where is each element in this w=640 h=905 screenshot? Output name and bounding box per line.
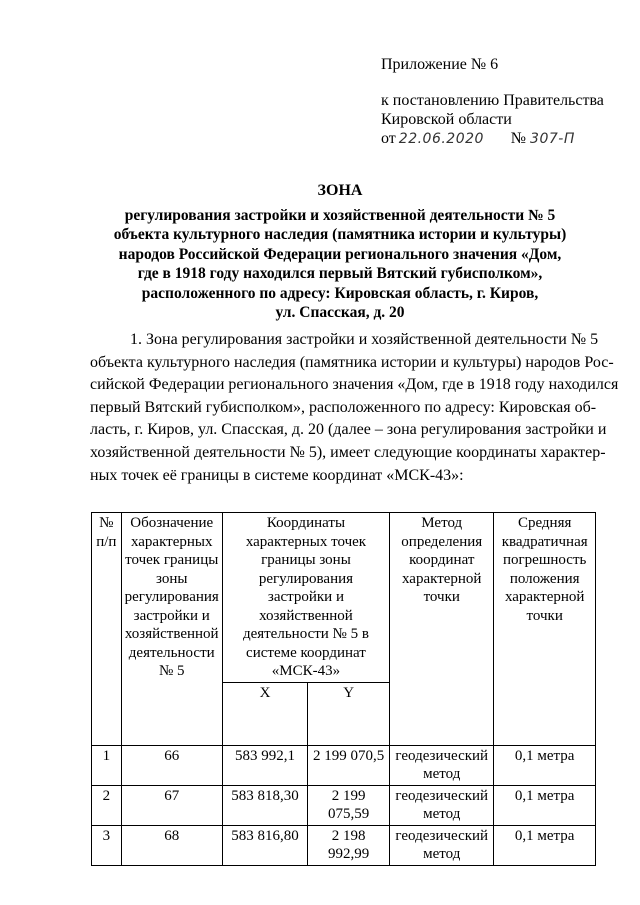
cell-method: геодезический метод — [390, 785, 494, 825]
header-coordinates: Координаты характерных точек границы зоны регулирования застройки и хозяйственной деятельности № 5 в системе координат «МСК-43» — [222, 513, 389, 683]
cell-num: 3 — [92, 825, 122, 865]
cell-x: 583 818,30 — [222, 785, 307, 825]
heading-line: объекта культурного наследия (памятника истории и культуры) — [113, 226, 567, 243]
appendix-signature-line — [381, 129, 604, 149]
appendix-region: Кировской области — [381, 111, 512, 128]
cell-y: 2 198 992,99 — [308, 825, 390, 865]
paragraph-line: первый Вятский губисполком», расположенного по адресу: Кировская об- — [90, 398, 597, 416]
cell-x: 583 992,1 — [222, 745, 307, 785]
header-error: Средняя квадратичная погрешность положения характерной точки — [494, 513, 596, 746]
paragraph-line: объекта культурного наследия (памятника истории и культуры) народов Рос- — [90, 353, 614, 371]
from-label: от — [381, 130, 396, 147]
cell-error: 0,1 метра — [494, 825, 596, 865]
handwritten-date: 22.06.2020 — [398, 131, 484, 147]
heading-line: расположенного по адресу: Кировская область, г. Киров, — [141, 284, 539, 302]
header-designation: Обозначение характерных точек границы зоны регулирования застройки и хозяйственной деятельности № 5 — [121, 513, 222, 746]
table-row — [92, 745, 596, 785]
heading-line: ул. Спасская, д. 20 — [275, 304, 405, 321]
appendix-title: Приложение № 6 — [381, 56, 499, 73]
table-row — [92, 825, 596, 865]
handwritten-number: 307-П — [530, 131, 575, 147]
cell-num: 2 — [92, 785, 122, 825]
cell-num: 1 — [92, 745, 122, 785]
heading-title: ЗОНА — [317, 182, 363, 199]
header-x: X — [222, 682, 307, 745]
header-method: Метод определения координат характерной точки — [390, 513, 494, 746]
paragraph-line: хозяйственной деятельности № 5), имеет следующие координаты характер- — [90, 443, 606, 461]
table-header-row — [92, 513, 596, 683]
cell-error: 0,1 метра — [494, 745, 596, 785]
paragraph-line: 1. Зона регулирования застройки и хозяйственной деятельности № 5 — [130, 331, 599, 348]
paragraph-1 — [90, 329, 619, 487]
cell-method: геодезический метод — [390, 745, 494, 785]
cell-y: 2 199 075,59 — [308, 785, 390, 825]
header-num: № п/п — [92, 513, 122, 746]
cell-point: 67 — [121, 785, 222, 825]
header-y: Y — [308, 682, 390, 745]
paragraph-line: ласть, г. Киров, ул. Спасская, д. 20 (далее – зона регулирования застройки и — [90, 421, 607, 439]
cell-point: 66 — [121, 745, 222, 785]
number-label: № — [510, 130, 527, 147]
document-heading — [90, 181, 590, 323]
heading-line: регулирования застройки и хозяйственной деятельности № 5 — [124, 206, 556, 224]
cell-y: 2 199 070,5 — [308, 745, 390, 785]
heading-line: народов Российской Федерации регионального значения «Дом, — [118, 245, 562, 263]
cell-x: 583 816,80 — [222, 825, 307, 865]
cell-point: 68 — [121, 825, 222, 865]
paragraph-line: сийской Федерации регионального значения «Дом, где в 1918 году находился — [90, 376, 619, 394]
cell-method: геодезический метод — [390, 825, 494, 865]
coordinates-table — [91, 512, 596, 866]
appendix-resolution-line: к постановлению Правительства — [381, 92, 604, 109]
table-row — [92, 785, 596, 825]
cell-error: 0,1 метра — [494, 785, 596, 825]
heading-line: где в 1918 году находился первый Вятский губисполком», — [137, 265, 543, 282]
appendix-block — [381, 55, 604, 149]
paragraph-line: ных точек её границы в системе координат «МСК-43»: — [90, 466, 464, 484]
